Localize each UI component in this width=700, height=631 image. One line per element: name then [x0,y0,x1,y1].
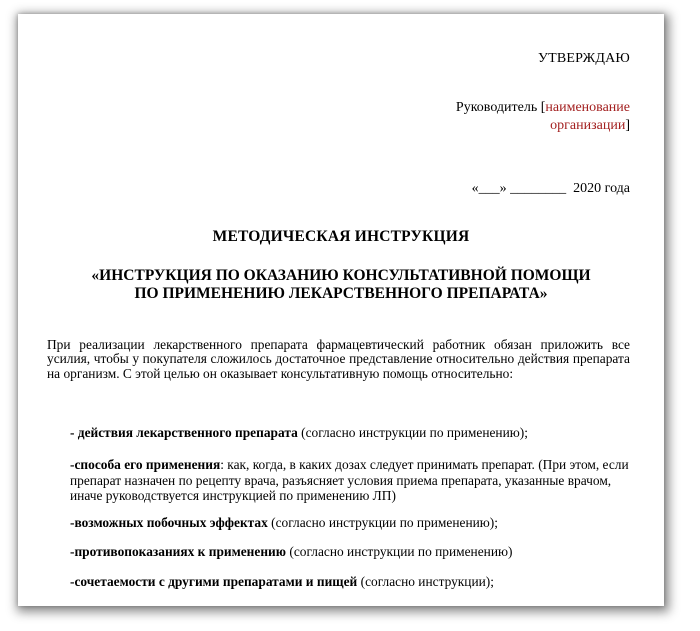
list-item [70,574,630,590]
approval-date: «___» ________ 2020 года [471,181,630,196]
item-term: -возможных побочных эффектах [70,515,268,530]
list-item [70,515,630,531]
organization-placeholder: наименование организации [545,100,630,133]
subtitle-line-1: «ИНСТРУКЦИЯ ПО ОКАЗАНИЮ КОНСУЛЬТАТИВНОЙ ПОМОЩИ [91,267,591,284]
subtitle-line-2: ПО ПРИМЕНЕНИЮ ЛЕКАРСТВЕННОГО ПРЕПАРАТА» [134,285,548,302]
document-subtitle [18,267,664,303]
item-text: (согласно инструкции по применению); [297,425,528,440]
item-term: -способа его применения [70,457,221,472]
intro-paragraph: При реализации лекарственного препарата фармацевтический работник обязан приложить все усилия, чтобы у покупателя сложилось достаточное представление относительно действия препарата на организм. С этой целью он оказывает консультативную помощь относительно: [47,337,630,381]
head-signature-line [390,99,630,135]
list-item [70,457,630,504]
item-text: (согласно инструкции по применению) [286,544,513,559]
list-item [70,544,630,560]
item-text: (согласно инструкции); [357,574,494,589]
head-suffix: ] [625,118,630,133]
approval-heading: УТВЕРЖДАЮ [537,51,630,66]
item-term: -противопоказаниях к применению [70,544,287,559]
list-item [70,425,630,441]
item-text: (согласно инструкции по применению); [267,515,498,530]
head-prefix: Руководитель [ [455,100,546,115]
document-page [18,14,664,606]
item-term: - действия лекарственного препарата [70,425,298,440]
item-text: : как, когда, в каких дозах следует принимать препарат. (При этом, если препарат назначен по рецепту врача, разъясняет условия приема препарата, указанные врачом, иначе руководствуется инструкцией по применению ЛП) [70,457,629,503]
document-title: МЕТОДИЧЕСКАЯ ИНСТРУКЦИЯ [212,228,470,245]
item-term: -сочетаемости с другими препаратами и пищей [70,574,358,589]
